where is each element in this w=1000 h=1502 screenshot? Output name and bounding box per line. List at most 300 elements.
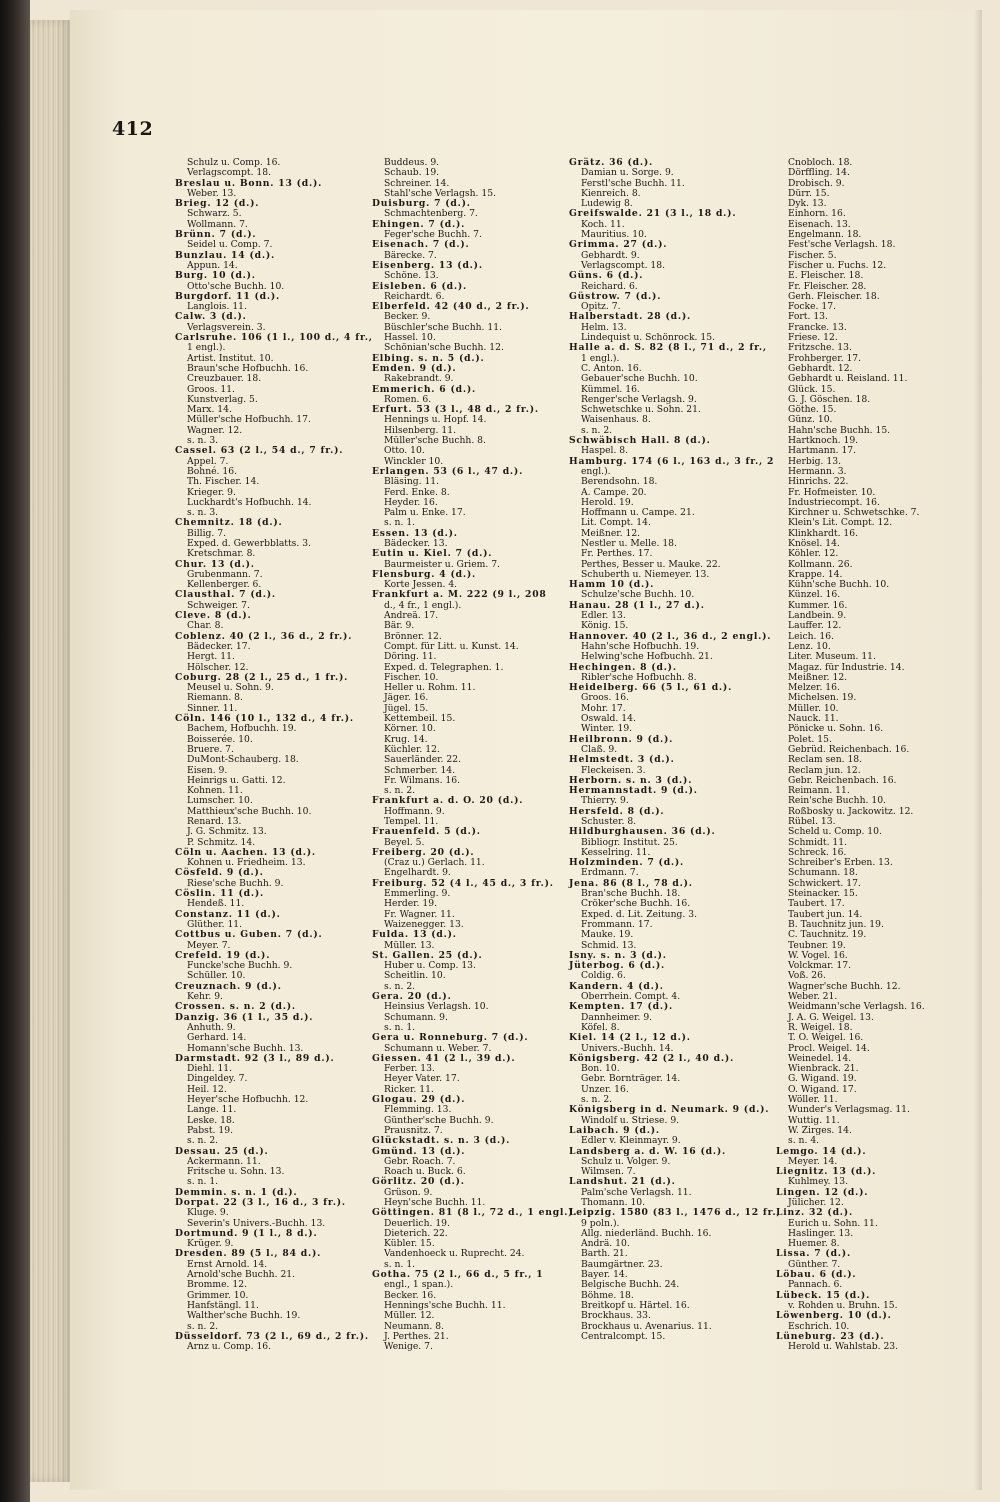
index-city-entry: Cleve. 8 (d.). bbox=[175, 610, 252, 622]
index-city-entry: Hamburg. 174 (6 l., 163 d., 3 fr., 2 bbox=[569, 455, 775, 467]
index-publisher-entry: Groos. 11. bbox=[187, 383, 235, 395]
index-publisher-entry: Korte Jessen. 4. bbox=[384, 579, 458, 591]
index-publisher-entry: Heyer'sche Hofbuchh. 12. bbox=[187, 1094, 309, 1106]
index-publisher-entry: Schwarz. 5. bbox=[187, 208, 242, 220]
index-publisher-entry: Schulz u. Comp. 16. bbox=[187, 157, 281, 168]
index-city-entry: Eutin u. Kiel. 7 (d.). bbox=[372, 548, 493, 560]
index-publisher-entry: Dingeldey. 7. bbox=[187, 1073, 248, 1085]
index-publisher-entry: Arnz u. Comp. 16. bbox=[187, 1341, 272, 1353]
index-publisher-entry: Funcke'sche Buchh. 9. bbox=[187, 960, 293, 972]
index-publisher-entry: Melzer. 16. bbox=[788, 682, 840, 694]
index-publisher-entry: Univers.-Buchh. 14. bbox=[581, 1042, 674, 1054]
index-publisher-entry: Verlagsverein. 3. bbox=[187, 321, 266, 333]
index-publisher-entry: J. G. Schmitz. 13. bbox=[187, 826, 267, 838]
index-publisher-entry: Seidel u. Comp. 7. bbox=[187, 239, 273, 251]
index-publisher-entry: Gebrüd. Reichenbach. 16. bbox=[788, 743, 910, 755]
index-city-entry: Erlangen. 53 (6 l., 47 d.). bbox=[372, 465, 524, 477]
index-publisher-entry: Hoffmann u. Campe. 21. bbox=[581, 507, 695, 519]
index-publisher-entry: Dannheimer. 9. bbox=[581, 1011, 653, 1023]
index-publisher-entry: Fr. Hofmeister. 10. bbox=[788, 486, 876, 498]
index-publisher-entry: W. Zirges. 14. bbox=[788, 1124, 852, 1136]
index-publisher-entry: Meyer. 7. bbox=[187, 939, 231, 951]
index-publisher-entry: Meißner. 12. bbox=[788, 671, 848, 683]
index-publisher-entry: Jülicher. 12. bbox=[788, 1196, 844, 1208]
index-publisher-entry: Appun. 14. bbox=[187, 259, 238, 271]
index-city-entry: Hamm 10 (d.). bbox=[569, 579, 655, 591]
index-publisher-entry: Belgische Buchh. 24. bbox=[581, 1279, 680, 1291]
index-city-entry: Linz. 32 (d.). bbox=[776, 1207, 853, 1219]
page-number: 412 bbox=[112, 118, 154, 140]
index-publisher-entry: s. n. 4. bbox=[788, 1135, 820, 1147]
index-publisher-entry: Teubner. 19. bbox=[788, 939, 846, 951]
index-publisher-entry: Grubenmann. 7. bbox=[187, 568, 263, 580]
index-publisher-entry: Ferstl'sche Buchh. 11. bbox=[581, 177, 685, 189]
index-publisher-entry: s. n. 2. bbox=[384, 785, 416, 797]
index-city-entry: Constanz. 11 (d.). bbox=[175, 908, 281, 920]
index-publisher-entry: Wilmsen. 7. bbox=[581, 1166, 636, 1178]
index-publisher-entry: Reclam sen. 18. bbox=[788, 754, 863, 766]
index-publisher-entry: Böhme. 18. bbox=[581, 1289, 634, 1301]
index-publisher-entry: Engelmann. 18. bbox=[788, 229, 862, 241]
index-publisher-entry: Buddeus. 9. bbox=[384, 157, 440, 168]
index-publisher-entry: Dörffling. 14. bbox=[788, 167, 850, 179]
index-column-2 bbox=[372, 157, 578, 1353]
index-publisher-entry: Wagner'sche Buchh. 12. bbox=[788, 980, 901, 992]
index-city-entry: Lemgo. 14 (d.). bbox=[776, 1145, 867, 1157]
index-publisher-entry: Glück. 15. bbox=[788, 383, 836, 395]
index-publisher-entry: Schumann u. Weber. 7. bbox=[384, 1042, 492, 1054]
index-city-entry: Glückstadt. s. n. 3 (d.). bbox=[372, 1135, 511, 1147]
index-publisher-entry: Stahl'sche Verlagsh. 15. bbox=[384, 187, 496, 199]
index-city-entry: Lübeck. 15 (d.). bbox=[776, 1289, 871, 1301]
index-city-entry: Kandern. 4 (d.). bbox=[569, 980, 664, 992]
index-publisher-entry: Wuttig. 11. bbox=[788, 1114, 840, 1126]
index-publisher-entry: Industriecompt. 16. bbox=[788, 496, 880, 508]
index-publisher-entry: Reimann. 11. bbox=[788, 785, 850, 797]
index-publisher-entry: Kunstverlag. 5. bbox=[187, 393, 258, 405]
index-publisher-entry: G. J. Göschen. 18. bbox=[788, 393, 871, 405]
index-publisher-entry: Müller. 10. bbox=[788, 702, 839, 714]
index-city-entry: Elbing. s. n. 5 (d.). bbox=[372, 352, 485, 364]
index-city-entry: Löwenberg. 10 (d.). bbox=[776, 1310, 892, 1322]
index-publisher-entry: Volckmar. 17. bbox=[788, 960, 851, 972]
index-city-entry: Eisleben. 6 (d.). bbox=[372, 280, 468, 292]
index-city-entry: Holzminden. 7 (d.). bbox=[569, 857, 685, 869]
index-publisher-entry: Flemming. 13. bbox=[384, 1104, 452, 1116]
index-publisher-entry: Centralcompt. 15. bbox=[581, 1330, 666, 1342]
index-publisher-entry: Frohberger. 17. bbox=[788, 352, 862, 364]
index-publisher-entry: Fischer u. Fuchs. 12. bbox=[788, 259, 887, 271]
index-publisher-entry: Fr. Wagner. 11. bbox=[384, 908, 455, 920]
index-city-entry: Hannover. 40 (2 l., 36 d., 2 engl.). bbox=[569, 630, 772, 642]
index-publisher-entry: Koch. 11. bbox=[581, 218, 625, 230]
index-publisher-entry: Andrä. 10. bbox=[581, 1238, 630, 1250]
index-publisher-entry: Pannach. 6. bbox=[788, 1279, 843, 1291]
index-publisher-entry: Otto'sche Buchh. 10. bbox=[187, 280, 285, 292]
index-city-entry: Emmerich. 6 (d.). bbox=[372, 383, 476, 395]
index-publisher-entry: Helm. 13. bbox=[581, 321, 627, 333]
index-publisher-entry: Heyn'sche Buchh. 11. bbox=[384, 1196, 486, 1208]
index-city-entry: Chemnitz. 18 (d.). bbox=[175, 517, 283, 529]
index-publisher-entry: E. Fleischer. 18. bbox=[788, 270, 864, 282]
index-publisher-entry: T. O. Weigel. 16. bbox=[788, 1032, 864, 1044]
index-city-entry: Heilbronn. 9 (d.). bbox=[569, 733, 674, 745]
index-publisher-entry: Ferd. Enke. 8. bbox=[384, 486, 450, 498]
index-publisher-entry: Günther. 7. bbox=[788, 1258, 841, 1270]
index-publisher-entry: (Craz u.) Gerlach. 11. bbox=[384, 857, 485, 869]
index-publisher-entry: Ribler'sche Hofbuchh. 8. bbox=[581, 671, 697, 683]
index-publisher-entry: Kübler. 15. bbox=[384, 1238, 435, 1250]
index-city-entry: Helmstedt. 3 (d.). bbox=[569, 754, 675, 766]
index-publisher-entry: Leich. 16. bbox=[788, 630, 834, 642]
index-publisher-entry: Baumgärtner. 23. bbox=[581, 1258, 663, 1270]
index-publisher-entry: Krieger. 9. bbox=[187, 486, 236, 498]
index-publisher-entry: Eschrich. 10. bbox=[788, 1320, 850, 1332]
index-publisher-entry: Procl. Weigel. 14. bbox=[788, 1042, 870, 1054]
index-publisher-entry: Hahn'sche Hofbuchh. 19. bbox=[581, 640, 700, 652]
index-publisher-entry: Schüller. 10. bbox=[187, 970, 246, 982]
index-publisher-entry: Hanfstängl. 11. bbox=[187, 1299, 259, 1311]
index-city-entry: Cösfeld. 9 (d.). bbox=[175, 867, 264, 879]
index-publisher-entry: Brockhaus. 33. bbox=[581, 1310, 651, 1322]
index-publisher-entry: Körner. 10. bbox=[384, 723, 436, 735]
index-publisher-entry: Ludewig 8. bbox=[581, 198, 633, 210]
index-publisher-entry: Klinkhardt. 16. bbox=[788, 527, 859, 539]
index-city-entry: Lüneburg. 23 (d.). bbox=[776, 1330, 885, 1342]
index-publisher-entry: s. n. 1. bbox=[384, 1258, 416, 1270]
index-publisher-entry: Kuhlmey. 13. bbox=[788, 1176, 849, 1188]
index-entry-continuation: engl.). bbox=[581, 465, 611, 477]
index-publisher-entry: Krappe. 14. bbox=[788, 568, 843, 580]
index-publisher-entry: Müller'sche Buchh. 8. bbox=[384, 435, 486, 447]
index-city-entry: Hanau. 28 (1 l., 27 d.). bbox=[569, 599, 705, 611]
index-publisher-entry: Hölscher. 12. bbox=[187, 661, 249, 673]
index-publisher-entry: Perthes, Besser u. Mauke. 22. bbox=[581, 558, 721, 570]
index-publisher-entry: Bädecker. 17. bbox=[187, 640, 251, 652]
index-city-entry: Göttingen. 81 (8 l., 72 d., 1 engl.). bbox=[372, 1207, 578, 1219]
index-publisher-entry: Voß. 26. bbox=[788, 970, 826, 982]
index-publisher-entry: Vandenhoeck u. Ruprecht. 24. bbox=[384, 1248, 525, 1260]
index-publisher-entry: Fr. Perthes. 17. bbox=[581, 548, 653, 560]
index-publisher-entry: Winckler 10. bbox=[384, 455, 444, 467]
index-publisher-entry: Künzel. 16. bbox=[788, 589, 841, 601]
index-city-entry: Chur. 13 (d.). bbox=[175, 558, 255, 570]
index-publisher-entry: DuMont-Schauberg. 18. bbox=[187, 754, 299, 766]
index-publisher-entry: Gebhardt. 12. bbox=[788, 362, 853, 374]
index-publisher-entry: Scheitlin. 10. bbox=[384, 970, 446, 982]
index-city-entry: Cöslin. 11 (d.). bbox=[175, 888, 264, 900]
index-publisher-entry: Appel. 7. bbox=[187, 455, 229, 467]
index-publisher-entry: Billig. 7. bbox=[187, 527, 226, 539]
book-spine bbox=[0, 0, 30, 1502]
index-publisher-entry: Heyer Vater. 17. bbox=[384, 1073, 460, 1085]
index-publisher-entry: Köfel. 8. bbox=[581, 1021, 620, 1033]
index-publisher-entry: Schumann. 18. bbox=[788, 867, 858, 879]
index-publisher-entry: Prausnitz. 7. bbox=[384, 1124, 443, 1136]
index-publisher-entry: König. 15. bbox=[581, 620, 629, 632]
index-publisher-entry: Gebauer'sche Buchh. 10. bbox=[581, 373, 698, 385]
index-publisher-entry: Günther'sche Buchh. 9. bbox=[384, 1114, 494, 1126]
index-publisher-entry: Krüger. 9. bbox=[187, 1238, 234, 1250]
index-city-entry: Essen. 13 (d.). bbox=[372, 527, 458, 539]
index-publisher-entry: Wunder's Verlagsmag. 11. bbox=[788, 1104, 910, 1116]
index-publisher-entry: Landbein. 9. bbox=[788, 610, 847, 622]
index-publisher-entry: Ernst Arnold. 14. bbox=[187, 1258, 268, 1270]
index-publisher-entry: Gebr. Roach. 7. bbox=[384, 1155, 456, 1167]
index-publisher-entry: Fr. Wilmans. 16. bbox=[384, 774, 461, 786]
index-publisher-entry: Gebhardt. 9. bbox=[581, 249, 640, 261]
index-city-entry: Löbau. 6 (d.). bbox=[776, 1269, 857, 1281]
index-publisher-entry: Schulze'sche Buchh. 10. bbox=[581, 589, 695, 601]
index-publisher-entry: Eisenach. 13. bbox=[788, 218, 851, 230]
index-city-entry: Lingen. 12 (d.). bbox=[776, 1186, 869, 1198]
index-publisher-entry: Kümmel. 16. bbox=[581, 383, 640, 395]
index-publisher-entry: v. Rohden u. Bruhn. 15. bbox=[788, 1299, 898, 1311]
index-publisher-entry: Bädecker. 13. bbox=[384, 537, 448, 549]
index-publisher-entry: Dieterich. 22. bbox=[384, 1227, 448, 1239]
index-city-entry: Güstrow. 7 (d.). bbox=[569, 290, 662, 302]
index-publisher-entry: Diehl. 11. bbox=[187, 1063, 233, 1075]
index-publisher-entry: Jäger. 16. bbox=[384, 692, 429, 704]
index-publisher-entry: Heyder. 16. bbox=[384, 496, 438, 508]
index-publisher-entry: Hendeß. 11. bbox=[187, 898, 245, 910]
index-publisher-entry: Romen. 6. bbox=[384, 393, 432, 405]
index-publisher-entry: Glüther. 11. bbox=[187, 918, 243, 930]
index-publisher-entry: P. Schmitz. 14. bbox=[187, 836, 256, 848]
index-publisher-entry: Eurich u. Sohn. 11. bbox=[788, 1217, 878, 1229]
index-publisher-entry: Krug. 14. bbox=[384, 733, 428, 745]
index-publisher-entry: Rein'sche Buchh. 10. bbox=[788, 795, 886, 807]
index-publisher-entry: Bayer. 14. bbox=[581, 1269, 628, 1281]
index-city-entry: Gmünd. 13 (d.). bbox=[372, 1145, 466, 1157]
index-publisher-entry: Arnold'sche Buchh. 21. bbox=[187, 1269, 296, 1281]
index-publisher-entry: Kohnen. 11. bbox=[187, 785, 243, 797]
index-city-entry: Liegnitz. 13 (d.). bbox=[776, 1166, 877, 1178]
index-city-entry: Duisburg. 7 (d.). bbox=[372, 198, 471, 210]
index-city-entry: Lissa. 7 (d.). bbox=[776, 1248, 851, 1260]
index-city-entry: Landsberg a. d. W. 16 (d.). bbox=[569, 1145, 726, 1157]
index-publisher-entry: Cnobloch. 18. bbox=[788, 157, 853, 168]
index-city-entry: Burgdorf. 11 (d.). bbox=[175, 290, 281, 302]
index-publisher-entry: Lenz. 10. bbox=[788, 640, 831, 652]
index-publisher-entry: Schumann. 9. bbox=[384, 1011, 448, 1023]
index-publisher-entry: Sauerländer. 22. bbox=[384, 754, 462, 766]
index-publisher-entry: Kluge. 9. bbox=[187, 1207, 229, 1219]
index-city-entry: Gera. 20 (d.). bbox=[372, 991, 452, 1003]
index-publisher-entry: Roach u. Buck. 6. bbox=[384, 1166, 466, 1178]
index-publisher-entry: Heller u. Rohm. 11. bbox=[384, 682, 476, 694]
index-city-entry: Hildburghausen. 36 (d.). bbox=[569, 826, 716, 838]
index-publisher-entry: Weinedel. 14. bbox=[788, 1052, 852, 1064]
index-city-entry: Kempten. 17 (d.). bbox=[569, 1001, 674, 1013]
index-entry-continuation: 9 poln.). bbox=[581, 1217, 620, 1229]
index-publisher-entry: G. Wigand. 19. bbox=[788, 1073, 857, 1085]
index-publisher-entry: Th. Fischer. 14. bbox=[187, 476, 260, 488]
index-publisher-entry: Herold u. Wahlstab. 23. bbox=[788, 1341, 899, 1353]
index-publisher-entry: Pönicke u. Sohn. 16. bbox=[788, 723, 884, 735]
index-publisher-entry: Kollmann. 26. bbox=[788, 558, 853, 570]
index-city-entry: Halberstadt. 28 (d.). bbox=[569, 311, 691, 323]
index-city-entry: Cottbus u. Guben. 7 (d.). bbox=[175, 929, 323, 941]
index-publisher-entry: Kühn'sche Buchh. 10. bbox=[788, 579, 890, 591]
index-publisher-entry: Char. 8. bbox=[187, 620, 224, 632]
index-publisher-entry: Hilsenberg. 11. bbox=[384, 424, 457, 436]
index-publisher-entry: Wöller. 11. bbox=[788, 1094, 838, 1106]
index-publisher-entry: Fischer. 5. bbox=[788, 249, 837, 261]
index-city-entry: Frankfurt a. M. 222 (9 l., 208 bbox=[372, 589, 547, 601]
index-publisher-entry: Schönian'sche Buchh. 12. bbox=[384, 342, 504, 354]
index-city-entry: Grätz. 36 (d.). bbox=[569, 157, 653, 168]
index-publisher-entry: C. Tauchnitz. 19. bbox=[788, 929, 867, 941]
index-publisher-entry: Homann'sche Buchh. 13. bbox=[187, 1042, 304, 1054]
index-publisher-entry: Schöne. 13. bbox=[384, 270, 439, 282]
index-publisher-entry: Damian u. Sorge. 9. bbox=[581, 167, 674, 179]
index-city-entry: Dresden. 89 (5 l., 84 d.). bbox=[175, 1248, 322, 1260]
index-publisher-entry: Coldig. 6. bbox=[581, 970, 626, 982]
index-publisher-entry: Fischer. 10. bbox=[384, 671, 439, 683]
index-publisher-entry: W. Vogel. 16. bbox=[788, 949, 848, 961]
index-publisher-entry: Kummer. 16. bbox=[788, 599, 848, 611]
index-city-entry: Crefeld. 19 (d.). bbox=[175, 949, 271, 961]
index-publisher-entry: Bran'sche Buchh. 18. bbox=[581, 888, 681, 900]
index-publisher-entry: Kettembeil. 15. bbox=[384, 713, 456, 725]
index-publisher-entry: Kellenberger. 6. bbox=[187, 579, 262, 591]
index-publisher-entry: Döring. 11. bbox=[384, 651, 437, 663]
index-city-entry: Emden. 9 (d.). bbox=[372, 362, 457, 374]
index-publisher-entry: Kretschmar. 8. bbox=[187, 548, 256, 560]
index-publisher-entry: Langlois. 11. bbox=[187, 301, 247, 313]
index-publisher-entry: Exped. d. Telegraphen. 1. bbox=[384, 661, 504, 673]
index-city-entry: Coblenz. 40 (2 l., 36 d., 2 fr.). bbox=[175, 630, 353, 642]
index-publisher-entry: Bon. 10. bbox=[581, 1063, 620, 1075]
index-publisher-entry: Heinsius Verlagsh. 10. bbox=[384, 1001, 489, 1013]
index-publisher-entry: Heil. 12. bbox=[187, 1083, 227, 1095]
index-publisher-entry: Braun'sche Hofbuchh. 16. bbox=[187, 362, 309, 374]
index-publisher-entry: Friese. 12. bbox=[788, 332, 838, 344]
index-publisher-entry: Thomann. 10. bbox=[581, 1196, 646, 1208]
index-publisher-entry: Gebr. Reichenbach. 16. bbox=[788, 774, 897, 786]
index-column-1 bbox=[175, 158, 375, 1352]
index-publisher-entry: Oberrhein. Compt. 4. bbox=[581, 991, 681, 1003]
index-publisher-entry: Helwing'sche Hofbuchh. 21. bbox=[581, 651, 713, 663]
index-publisher-entry: s. n. 2. bbox=[187, 1135, 219, 1147]
index-publisher-entry: Gerh. Fleischer. 18. bbox=[788, 290, 880, 302]
index-city-entry: Brünn. 7 (d.). bbox=[175, 229, 257, 241]
index-city-entry: Elberfeld. 42 (40 d., 2 fr.). bbox=[372, 301, 530, 313]
index-publisher-entry: Schwickert. 17. bbox=[788, 877, 861, 889]
index-publisher-entry: Severin's Univers.-Buchh. 13. bbox=[187, 1217, 326, 1229]
index-publisher-entry: Herold. 19. bbox=[581, 496, 634, 508]
index-publisher-entry: Allg. niederländ. Buchh. 16. bbox=[581, 1227, 712, 1239]
index-publisher-entry: Andreä. 17. bbox=[384, 610, 439, 622]
index-publisher-entry: Boisserée. 10. bbox=[187, 733, 253, 745]
index-publisher-entry: Leske. 18. bbox=[187, 1114, 235, 1126]
index-publisher-entry: Emmerling. 9. bbox=[384, 888, 451, 900]
index-publisher-entry: Herder. 19. bbox=[384, 898, 437, 910]
index-city-entry: Frauenfeld. 5 (d.). bbox=[372, 826, 481, 838]
index-publisher-entry: Hassel. 10. bbox=[384, 332, 436, 344]
index-publisher-entry: Bromme. 12. bbox=[187, 1279, 247, 1291]
index-publisher-entry: Lauffer. 12. bbox=[788, 620, 842, 632]
index-publisher-entry: Reclam jun. 12. bbox=[788, 764, 861, 776]
index-publisher-entry: J. A. G. Weigel. 13. bbox=[788, 1011, 874, 1023]
index-city-entry: Dortmund. 9 (1 l., 8 d.). bbox=[175, 1227, 318, 1239]
index-publisher-entry: Riemann. 8. bbox=[187, 692, 243, 704]
index-publisher-entry: Küchler. 12. bbox=[384, 743, 440, 755]
index-publisher-entry: Grimmer. 10. bbox=[187, 1289, 249, 1301]
index-city-entry: Frankfurt a. d. O. 20 (d.). bbox=[372, 795, 524, 807]
index-publisher-entry: Waisenhaus. 8. bbox=[581, 414, 651, 426]
index-publisher-entry: Hartknoch. 19. bbox=[788, 435, 859, 447]
index-city-entry: Laibach. 9 (d.). bbox=[569, 1124, 660, 1136]
index-publisher-entry: Göthe. 15. bbox=[788, 404, 837, 416]
index-city-entry: Freiberg. 20 (d.). bbox=[372, 846, 475, 858]
index-city-entry: Eisenberg. 13 (d.). bbox=[372, 259, 483, 271]
index-publisher-entry: Renger'sche Verlagsh. 9. bbox=[581, 393, 697, 405]
index-publisher-entry: s. n. 3. bbox=[187, 507, 219, 519]
index-publisher-entry: Verlagscompt. 18. bbox=[581, 259, 666, 271]
index-publisher-entry: Schuberth u. Niemeyer. 13. bbox=[581, 568, 710, 580]
index-city-entry: Calw. 3 (d.). bbox=[175, 311, 247, 323]
index-city-entry: Burg. 10 (d.). bbox=[175, 270, 256, 282]
index-publisher-entry: Anhuth. 9. bbox=[187, 1021, 236, 1033]
index-publisher-entry: Müller. 12. bbox=[384, 1310, 435, 1322]
index-publisher-entry: Müller. 13. bbox=[384, 939, 435, 951]
index-publisher-entry: Luckhardt's Hofbuchh. 14. bbox=[187, 496, 312, 508]
index-publisher-entry: Fritzsche. 13. bbox=[788, 342, 852, 354]
index-publisher-entry: Müller'sche Hofbuchh. 17. bbox=[187, 414, 311, 426]
index-publisher-entry: Heinrigs u. Gatti. 12. bbox=[187, 774, 286, 786]
index-publisher-entry: Kirchner u. Schwetschke. 7. bbox=[788, 507, 920, 519]
index-publisher-entry: R. Weigel. 18. bbox=[788, 1021, 853, 1033]
index-publisher-entry: Steinacker. 15. bbox=[788, 888, 858, 900]
index-publisher-entry: Schmid. 13. bbox=[581, 939, 637, 951]
index-city-entry: Demmin. s. n. 1 (d.). bbox=[175, 1186, 298, 1198]
index-entry-continuation: engl., 1 span.). bbox=[384, 1279, 454, 1291]
index-publisher-entry: s. n. 1. bbox=[384, 517, 416, 529]
index-publisher-entry: Kehr. 9. bbox=[187, 991, 223, 1003]
index-city-entry: Dessau. 25 (d.). bbox=[175, 1145, 269, 1157]
index-publisher-entry: Erdmann. 7. bbox=[581, 867, 639, 879]
index-publisher-entry: Ricker. 11. bbox=[384, 1083, 434, 1095]
index-publisher-entry: Hartmann. 17. bbox=[788, 445, 857, 457]
index-publisher-entry: Gerhard. 14. bbox=[187, 1032, 247, 1044]
index-city-entry: Jena. 86 (8 l., 78 d.). bbox=[569, 877, 693, 889]
index-publisher-entry: Wagner. 12. bbox=[187, 424, 243, 436]
index-publisher-entry: Schweiger. 7. bbox=[187, 599, 250, 611]
index-city-entry: Crossen. s. n. 2 (d.). bbox=[175, 1001, 296, 1013]
index-publisher-entry: Rakebrandt. 9. bbox=[384, 373, 454, 385]
index-publisher-entry: Bachem, Hofbuchh. 19. bbox=[187, 723, 297, 735]
index-publisher-entry: Eisen. 9. bbox=[187, 764, 228, 776]
index-publisher-entry: Feger'sche Buchh. 7. bbox=[384, 229, 482, 241]
index-publisher-entry: Schreiber's Erben. 13. bbox=[788, 857, 893, 869]
index-city-entry: Freiburg. 52 (4 l., 45 d., 3 fr.). bbox=[372, 877, 554, 889]
index-publisher-entry: Opitz. 7. bbox=[581, 301, 621, 313]
index-publisher-entry: Claß. 9. bbox=[581, 743, 618, 755]
index-publisher-entry: Herbig. 13. bbox=[788, 455, 841, 467]
index-publisher-entry: Schmerber. 14. bbox=[384, 764, 456, 776]
index-publisher-entry: Polet. 15. bbox=[788, 733, 832, 745]
index-publisher-entry: Exped. d. Lit. Zeitung. 3. bbox=[581, 908, 697, 920]
index-publisher-entry: Matthieux'sche Buchh. 10. bbox=[187, 805, 312, 817]
index-publisher-entry: Cröker'sche Buchh. 16. bbox=[581, 898, 691, 910]
index-publisher-entry: Hahn'sche Buchh. 15. bbox=[788, 424, 891, 436]
index-publisher-entry: Windolf u. Striese. 9. bbox=[581, 1114, 680, 1126]
index-publisher-entry: Palm u. Enke. 17. bbox=[384, 507, 466, 519]
index-column-3 bbox=[569, 157, 781, 1342]
index-publisher-entry: Weber. 21. bbox=[788, 991, 838, 1003]
